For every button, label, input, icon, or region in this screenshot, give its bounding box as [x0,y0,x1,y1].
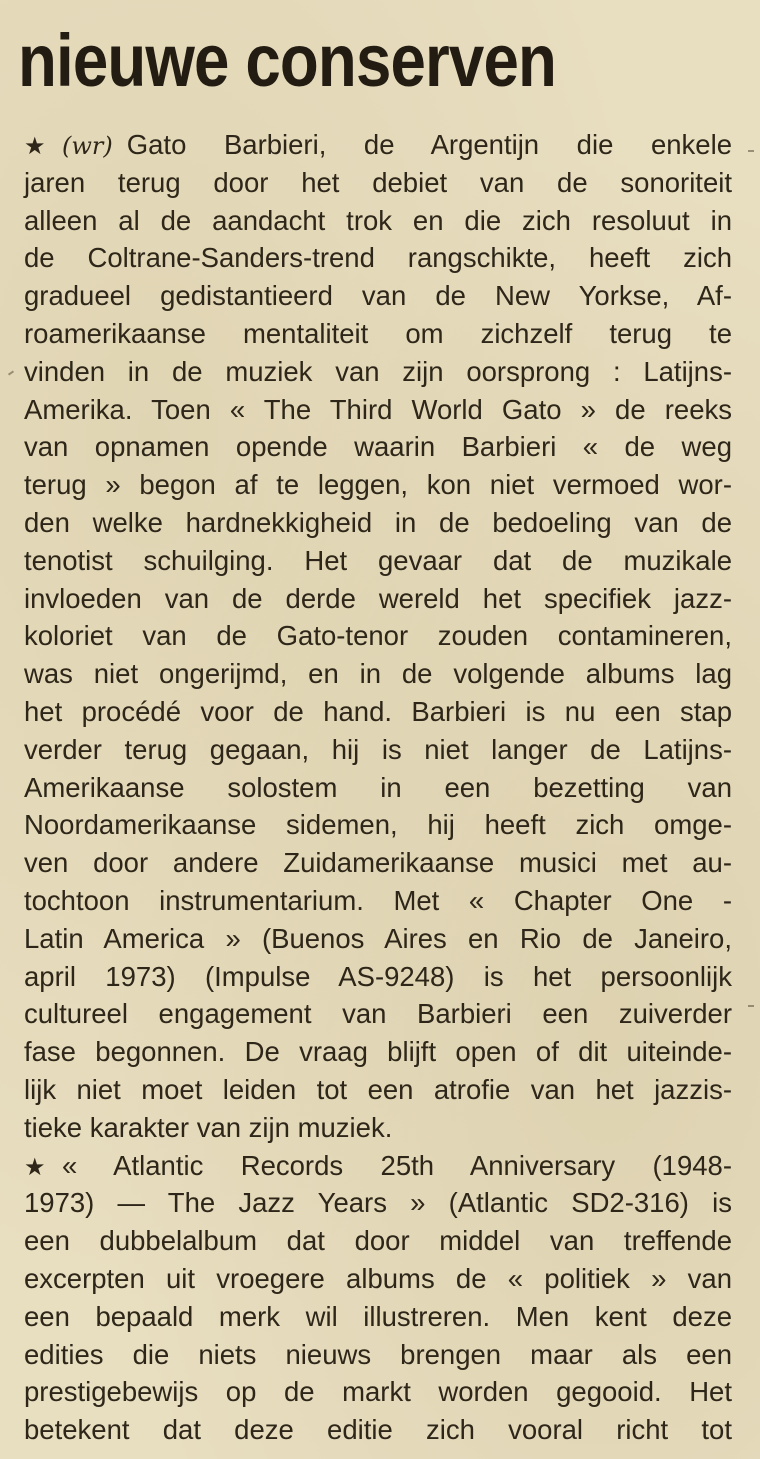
print-speck [8,370,14,375]
byline: (wr) [62,132,113,160]
text-line: vinden in de muziek van zijn oorsprong : Latijns- [24,355,732,387]
text-line: fase begonnen. De vraag blijft open of dit uiteinde- [24,1036,732,1068]
text-line: koloriet van de Gato-tenor zouden contamineren, [24,620,732,652]
text-line: betekent dat deze editie zich vooral richt tot [24,1414,732,1446]
text-line: Noordamerikaanse sidemen, hij heeft zich omge- [24,809,732,841]
text-line: tochtoon instrumentarium. Met « Chapter One - [24,884,732,916]
text-line: jaren terug door het debiet van de sonoriteit [24,166,732,198]
text-line: tenotist schuilging. Het gevaar dat de muzikale [24,544,732,576]
text-line: de Coltrane-Sanders-trend rangschikte, heeft zich [24,242,732,274]
text-line: cultureel engagement van Barbieri een zuiverder [24,998,732,1030]
text-line: 1973) — The Jazz Years » (Atlantic SD2-316) is [24,1187,732,1219]
text-line: prestigebewijs op de markt worden gegooid. Het [24,1376,732,1408]
text-line: een dubbelalbum dat door middel van treffende [24,1225,732,1257]
text-line: ven door andere Zuidamerikaanse musici met au- [24,847,732,879]
star-icon: ★ [24,133,46,160]
text-line: was niet ongerijmd, en in de volgende albums lag [24,658,732,690]
text-line: Amerika. Toen « The Third World Gato » de reeks [24,393,732,425]
text-line: lijk niet moet leiden tot een atrofie van het jazzis- [24,1073,732,1105]
text-line: het procédé voor de hand. Barbieri is nu een stap [24,695,732,727]
print-speck [748,1005,754,1007]
text-line: edities die niets nieuws brengen maar als een [24,1338,732,1370]
text-line: alleen al de aandacht trok en die zich resoluut in [24,204,732,236]
headline: nieuwe conserven [18,19,556,102]
text-line: invloeden van de derde wereld het specifiek jazz- [24,582,732,614]
text-line-content: « Atlantic Records 25th Anniversary (1948- [62,1149,732,1181]
text-line: gradueel gedistantieerd van de New Yorkse, Af- [24,280,732,312]
star-icon: ★ [24,1153,46,1181]
text-line: excerpten uit vroegere albums de « politiek » van [24,1262,732,1294]
text-line: april 1973) (Impulse AS-9248) is het persoonlijk [24,960,732,992]
text-line: den welke hardnekkigheid in de bedoeling van de [24,506,732,538]
text-line: Amerikaanse solostem in een bezetting van [24,771,732,803]
text-line: Latin America » (Buenos Aires en Rio de Janeiro, [24,922,732,954]
text-line: verder terug gegaan, hij is niet langer de Latijns- [24,733,732,765]
text-line [24,1147,732,1185]
text-line: een bepaald merk wil illustreren. Men kent deze [24,1300,732,1332]
text-line: terug » begon af te leggen, kon niet vermoed wor- [24,469,732,501]
text-line: roamerikaanse mentaliteit om zichzelf terug te [24,317,732,349]
text-line-content: Gato Barbieri, de Argentijn die enkele [126,129,732,160]
print-speck [748,150,754,152]
text-line: van opnamen opende waarin Barbieri « de weg [24,431,732,463]
text-line [24,126,732,164]
text-line: tieke karakter van zijn muziek. [24,1111,393,1143]
article-body [24,126,732,1449]
